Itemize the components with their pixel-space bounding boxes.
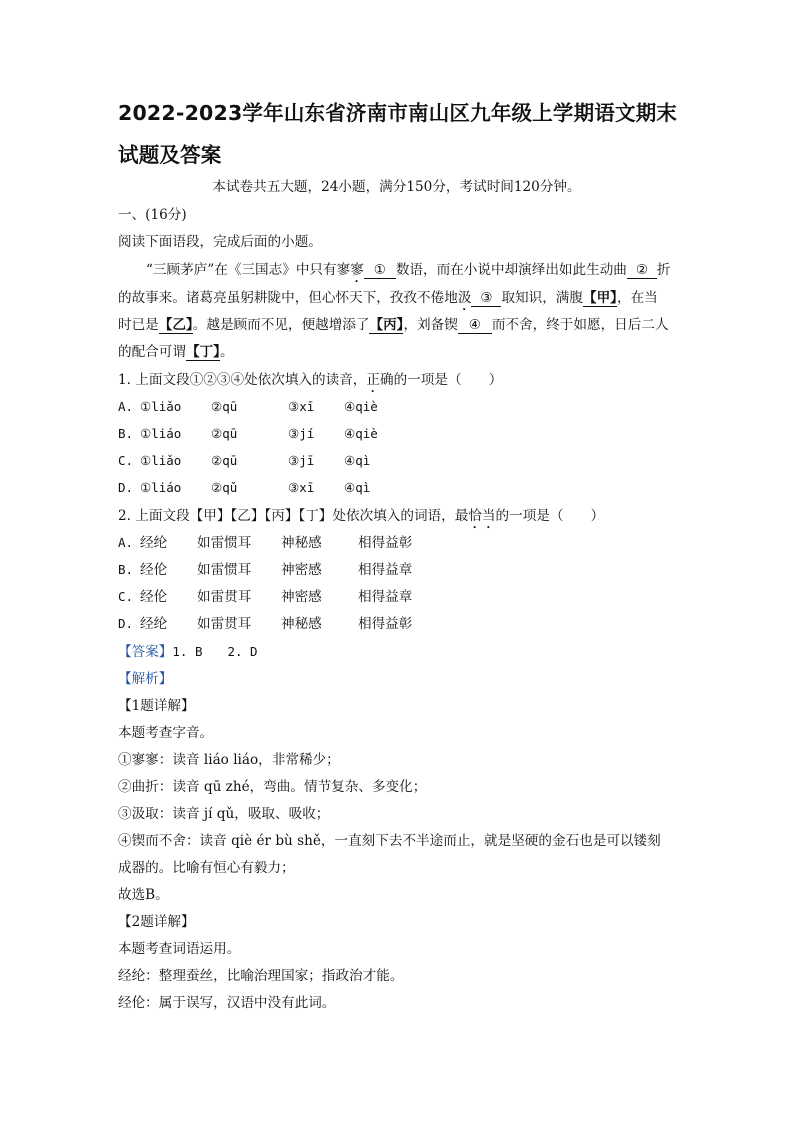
passage-line-3: 时已是【乙】。越是顾而不见，便越增添了【丙】，刘备锲 ④ 而不舍，终于如愿，日后二人 <box>118 317 669 333</box>
blank-3: ③ <box>471 289 501 307</box>
answer-value: 1. B 2. D <box>172 644 258 659</box>
blank-4: ④ <box>458 316 492 334</box>
detail-1-line: 故选B。 <box>118 887 169 903</box>
dotted-char: 汲 <box>457 290 472 306</box>
document-title: 2022-2023学年山东省济南市南山区九年级上学期语文期末试题及答案 <box>118 101 678 167</box>
slot-bing: 【丙】 <box>369 317 404 333</box>
detail-2-line: 经伦：属于误写，汉语中没有此词。 <box>118 995 336 1011</box>
section-instruction: 阅读下面语段，完成后面的小题。 <box>118 234 322 250</box>
question-2-stem: 2. 上面文段【甲】【乙】【丙】【丁】处依次填入的词语，最恰当的一项是（ ） <box>118 508 605 524</box>
document-page: 2022-2023学年山东省济南市南山区九年级上学期语文期末试题及答案 本试卷共五大题，24小题，满分150分，考试时间120分钟。 一、(16分) 阅读下面语段，完成后面的小题。 “三顾茅庐”在《三国志》中只有寥寥 ① 数语，而在小说中却演绎出如此生动曲 ② 折 的故事来。诸葛亮虽躬耕陇中，但心怀天下，孜孜不倦地汲 ③ 取知识，满腹【甲】，在当 时已是【乙】。越是顾而不见，便越增添了【丙】，刘备锲 ④ 而不舍，终于如愿，日后二人 的配合可谓【丁】。 1. 上面文段①②③④处依次填入的读音，正确的一项是（ ） A. ①liǎo ②qū ③xī ④qiè B. ①liáo ②qū ③jí ④qiè C. ①liǎo ②qū ③jī ④qì D. ①liáo ②qǔ ③xī ④qì 2. 上面文段【甲】【乙】【丙】【丁】处依次填入的词语，最恰当的一项是（ ） A. 经纶 如雷惯耳 神秘感 相得益彰 B. 经伦 如雷惯耳 神密感 相得益章 C. 经伦 如雷贯耳 神密感 相得益章 D. 经纶 如雷贯耳 神秘感 相得益彰 【答案】1. B 2. D 【解析】 【1题详解】 本题考查字音。 ①寥寥：读音 liáo liáo，非常稀少； ②曲折：读音 qū zhé，弯曲。情节复杂、多变化； ③汲取：读音 jí qǔ，吸取、吸收； ④锲而不舍：读音 qiè ér bù shě，一直刻下去不半途而止，就是坚硬的金石也是可以镂刻 成器的。比喻有恒心有毅力； 故选B。 【2题详解】 本题考查词语运用。 经纶：整理蚕丝，比喻治理国家；指政治才能。 经伦：属于误写，汉语中没有此词。 <box>0 0 793 1122</box>
dotted-char: 寥 <box>350 262 364 278</box>
blank-1: ① <box>364 261 396 279</box>
analysis-label: 【解析】 <box>118 671 173 687</box>
detail-1-line: ③汲取：读音 jí qǔ，吸取、吸收； <box>118 806 330 822</box>
passage-line-4: 的配合可谓【丁】。 <box>118 344 234 360</box>
detail-2-line: 经纶：整理蚕丝，比喻治理国家；指政治才能。 <box>118 968 404 984</box>
detail-1-line: ④锲而不舍：读音 qiè ér bù shě，一直刻下去不半途而止，就是坚硬的金石也是可以镂刻 <box>118 833 661 849</box>
detail-1-line: ①寥寥：读音 liáo liáo，非常稀少； <box>118 752 340 768</box>
detail-1-line: 成器的。比喻有恒心有毅力； <box>118 860 295 876</box>
detail-1-line: 本题考查字音。 <box>118 725 214 741</box>
slot-jia: 【甲】 <box>583 290 617 306</box>
passage-line-1: “三顾茅庐”在《三国志》中只有寥寥 ① 数语，而在小说中却演绎出如此生动曲 ② 折 <box>146 262 671 278</box>
detail-2-line: 本题考查词语运用。 <box>118 941 241 957</box>
passage-line-2: 的故事来。诸葛亮虽躬耕陇中，但心怀天下，孜孜不倦地汲 ③ 取知识，满腹【甲】，在当 <box>118 290 658 306</box>
detail-1-heading: 【1题详解】 <box>118 698 195 714</box>
slot-ding: 【丁】 <box>185 344 220 360</box>
answer-line <box>118 642 258 662</box>
slot-yi: 【乙】 <box>158 317 193 333</box>
blank-2: ② <box>627 261 657 279</box>
detail-1-line: ②曲折：读音 qū zhé，弯曲。情节复杂、多变化； <box>118 779 427 795</box>
question-1-stem: 1. 上面文段①②③④处依次填入的读音，正确的一项是（ ） <box>118 372 503 388</box>
detail-2-heading: 【2题详解】 <box>118 914 195 930</box>
section-heading: 一、(16分) <box>118 207 187 223</box>
exam-intro: 本试卷共五大题，24小题，满分150分，考试时间120分钟。 <box>212 179 581 195</box>
answer-label: 【答案】 <box>118 644 173 660</box>
